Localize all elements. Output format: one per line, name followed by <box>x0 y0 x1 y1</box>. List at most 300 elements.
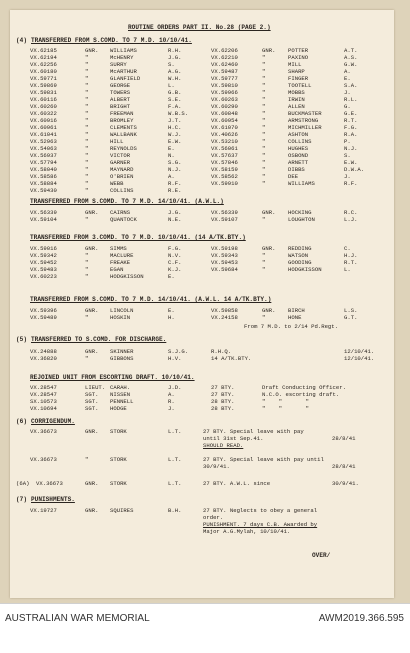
awl-atk-left-cell: VX.59396 <box>30 307 57 314</box>
awl-atk-right-cell: GNR. <box>262 307 276 314</box>
section-4-left-cell: F.A. <box>168 103 182 110</box>
rejoined-cell: VX.10694 <box>30 405 57 412</box>
discharge-cell: " <box>85 355 89 362</box>
corrigendum-initials: L.T. <box>168 428 182 435</box>
section-4-right-cell: MILL <box>288 61 302 68</box>
section-4-left-cell: N.J. <box>168 166 182 173</box>
section-4-left-cell: BROMLEY <box>110 117 134 124</box>
section-4-right-cell: " <box>262 159 266 166</box>
section-4-left-cell: WEBB <box>110 180 124 187</box>
atk-left-cell: VX.59342 <box>30 252 57 259</box>
atk-right-cell: H.J. <box>344 252 358 259</box>
awl-right-cell: " <box>262 216 266 223</box>
atk-left-cell: C.F. <box>168 259 182 266</box>
atk-title: TRANSFERRED FROM 3.COMD. TO 7 M.D. 10/10/41. (14 A/TK.BTY.) <box>30 234 246 241</box>
atk-right-cell: VX.59684 <box>211 266 238 273</box>
awl-title: TRANSFERRED FROM S.COMD. TO 7 M.D. 14/10/41. (A.W.L.) <box>30 198 224 205</box>
corrigendum-line-1: 27 BTY. Special leave with pay <box>203 428 304 435</box>
atk-right-cell: VX.59453 <box>211 259 238 266</box>
section-4-right-cell: " <box>262 152 266 159</box>
section-4-left-cell: " <box>85 166 89 173</box>
atk-left-cell: F.G. <box>168 245 182 252</box>
section-4-left-cell: VX.61041 <box>30 131 57 138</box>
section-4-right-cell: VX.57637 <box>211 152 238 159</box>
section-4-left-cell: S. <box>168 61 175 68</box>
section-4-right-cell: F.G. <box>344 124 358 131</box>
rejoined-cell: SGT. <box>85 398 99 405</box>
corrigendum-rank: GNR. <box>85 428 99 435</box>
rejoined-cell: Draft Conducting Officer. <box>262 384 346 391</box>
section-4-left-cell: R.F. <box>168 180 182 187</box>
section-4-right-cell: HUGHES <box>288 145 309 152</box>
rejoined-cell: VX.28547 <box>30 384 57 391</box>
section-4-right-cell: S. <box>344 152 351 159</box>
rejoined-cell: HODGE <box>110 405 127 412</box>
section-4-right-cell: VX.60290 <box>211 103 238 110</box>
section-4-right-cell: VX.56061 <box>211 145 238 152</box>
punishment-surname: SQUIRES <box>110 507 134 514</box>
atk-right-cell: R.T. <box>344 259 358 266</box>
rejoined-cell: SGT. <box>85 391 99 398</box>
section-4-right-cell: OSBOND <box>288 152 309 159</box>
awl-right-cell: LOUGHTON <box>288 216 315 223</box>
section-4-right-cell: BUCKMASTER <box>288 110 322 117</box>
footer-divider <box>0 603 410 604</box>
section-4-left-cell: " <box>85 82 89 89</box>
section-4-right-cell: DEE <box>288 173 299 180</box>
section-4-left-cell: VX.59430 <box>30 187 57 194</box>
section-4-left-cell: O'BRIEN <box>110 173 134 180</box>
section-4-left-cell: WALLBANK <box>110 131 137 138</box>
section-4-right-cell: ARMSTRONG <box>288 117 319 124</box>
section-4-right-cell: VX.61070 <box>211 124 238 131</box>
rejoined-cell: J.D. <box>168 384 182 391</box>
awl-atk-right-cell: " <box>262 314 266 321</box>
section-4-left-cell: " <box>85 68 89 75</box>
discharge-cell: 14 A/TK.BTY. <box>211 355 252 362</box>
awl-left-cell: VX.59104 <box>30 216 57 223</box>
section-4-right-cell: VX.58562 <box>211 173 238 180</box>
section-4-right-cell: A.S. <box>344 54 358 61</box>
rejoined-cell: " " " <box>262 398 309 405</box>
section-4-right-cell: " <box>262 145 266 152</box>
section-4-left-cell: " <box>85 75 89 82</box>
section-4-left-cell: " <box>85 187 89 194</box>
discharge-cell: GNR. <box>85 348 99 355</box>
section-4-right-cell: G.E. <box>344 110 358 117</box>
atk-right-cell: GNR. <box>262 245 276 252</box>
corrigendum-6a-service-number: VX.36673 <box>36 480 63 487</box>
section-4-right-cell: IRWIN <box>288 96 305 103</box>
section-4-right-cell: " <box>262 166 266 173</box>
section-4-left-cell: " <box>85 110 89 117</box>
rejoined-cell: 28 BTY. <box>211 405 235 412</box>
awl-right-cell: R.C. <box>344 209 358 216</box>
atk-left-cell: " <box>85 259 89 266</box>
section-4-left-cell: " <box>85 61 89 68</box>
discharge-cell: S.J.G. <box>168 348 189 355</box>
punishment-service-number: VX.19727 <box>30 507 57 514</box>
corrigendum-6a-text: 27 BTY. A.W.L. since <box>203 480 271 487</box>
rejoined-cell: R. <box>168 398 175 405</box>
awl-atk-left-cell: GNR. <box>85 307 99 314</box>
corrigendum-line-3: SHOULD READ. <box>203 442 244 449</box>
section-4-left-cell: VX.56937 <box>30 152 57 159</box>
rejoined-cell: SGT. <box>85 405 99 412</box>
rejoined-cell: CARAH. <box>110 384 131 391</box>
awl-left-cell: N.E. <box>168 216 182 223</box>
section-4-left-cell: H.C. <box>168 124 182 131</box>
section-6-number: (6) <box>16 418 27 425</box>
section-4-left-cell: " <box>85 103 89 110</box>
section-4-left-cell: GEORGE <box>110 82 131 89</box>
section-4-right-cell: " <box>262 131 266 138</box>
discharge-cell: VX.24888 <box>30 348 57 355</box>
corrigendum-surname: STORK <box>110 456 127 463</box>
section-4-right-cell: E.W. <box>344 159 358 166</box>
punishment-rank: GNR. <box>85 507 99 514</box>
section-4-right-cell: " <box>262 75 266 82</box>
rejoined-cell: N.C.O. escorting draft. <box>262 391 340 398</box>
awl-atk-note: From 7 M.D. to 2/14 Pd.Regt. <box>244 323 338 330</box>
rejoined-cell: 27 BTY. <box>211 391 235 398</box>
awl-left-cell: QUANTOCK <box>110 216 137 223</box>
section-4-left-cell: MAYNARD <box>110 166 134 173</box>
atk-right-cell: GOODING <box>288 259 312 266</box>
section-4-right-cell: G. <box>344 103 351 110</box>
section-4-left-cell: VX.60116 <box>30 96 57 103</box>
awl-left-cell: GNR. <box>85 209 99 216</box>
atk-right-cell: WATSON <box>288 252 309 259</box>
punishment-line-2: order. <box>203 514 224 521</box>
section-4-left-cell: " <box>85 138 89 145</box>
section-4-left-cell: A. <box>168 173 175 180</box>
section-4-right-cell: " <box>262 138 266 145</box>
atk-left-cell: FREAKE <box>110 259 131 266</box>
rejoined-cell: A. <box>168 391 175 398</box>
section-4-left-cell: A.G. <box>168 68 182 75</box>
section-7-number: (7) <box>16 496 27 503</box>
section-4-right-cell: VX.59910 <box>211 180 238 187</box>
awl-atk-left-cell: " <box>85 314 89 321</box>
section-4-left-cell: VX.57794 <box>30 159 57 166</box>
atk-right-cell: HODGKISSON <box>288 266 322 273</box>
corrigendum-6a-initials: L.T. <box>168 480 182 487</box>
section-4-left-cell: VX.59831 <box>30 89 57 96</box>
section-4-right-cell: R.A. <box>344 131 358 138</box>
corrigendum-line-2: 30/9/41. <box>203 463 230 470</box>
section-4-left-cell: VX.62194 <box>30 54 57 61</box>
section-4-right-cell: VX.62206 <box>211 47 238 54</box>
section-4-right-cell: FINGER <box>288 75 309 82</box>
over-marker: OVER/ <box>312 552 331 559</box>
corrigendum-6a-rank: GNR. <box>85 480 99 487</box>
section-4-left-cell: SURRY <box>110 61 127 68</box>
atk-left-cell: E. <box>168 273 175 280</box>
atk-left-cell: VX.59016 <box>30 245 57 252</box>
section-5-title: TRANSFERRED TO S.COMD. FOR DISCHARGE. <box>31 336 167 343</box>
section-4-left-cell: VX.58884 <box>30 180 57 187</box>
section-4-left-cell: " <box>85 145 89 152</box>
section-4-left-cell: N. <box>168 152 175 159</box>
section-4-left-cell: VX.52963 <box>30 138 57 145</box>
section-4-right-cell: MOBBS <box>288 89 305 96</box>
section-4-left-cell: VX.62256 <box>30 61 57 68</box>
awl-right-cell: VX.56339 <box>211 209 238 216</box>
document-title: ROUTINE ORDERS PART II. No.28 (PAGE 2.) <box>128 24 271 31</box>
section-4-left-cell: GLANFIELD <box>110 75 141 82</box>
section-4-left-cell: COLLINS <box>110 187 134 194</box>
section-4-right-cell: PAXINO <box>288 54 309 61</box>
awl-left-cell: J.G. <box>168 209 182 216</box>
section-4-right-cell: COLLINS <box>288 138 312 145</box>
atk-left-cell: MACLURE <box>110 252 134 259</box>
section-4-left-cell: S.E. <box>168 96 182 103</box>
section-4-left-cell: W.B.S. <box>168 110 189 117</box>
section-4-left-cell: VX.54063 <box>30 145 57 152</box>
section-4-left-cell: S.G. <box>168 159 182 166</box>
section-4-left-cell: ALBERT <box>110 96 131 103</box>
section-4-right-cell: " <box>262 82 266 89</box>
section-4-number: (4) <box>16 37 27 44</box>
section-4-left-cell: " <box>85 152 89 159</box>
section-4-right-cell: " <box>262 89 266 96</box>
discharge-cell: 12/10/41. <box>344 348 375 355</box>
section-4-left-cell: VX.60916 <box>30 117 57 124</box>
section-4-left-cell: WILLIAMS <box>110 47 137 54</box>
discharge-cell: SKINNER <box>110 348 134 355</box>
section-4-right-cell: SHARP <box>288 68 305 75</box>
discharge-cell: R.H.Q. <box>211 348 232 355</box>
section-4-right-cell: " <box>262 124 266 131</box>
atk-left-cell: SIMMS <box>110 245 127 252</box>
section-4-left-cell: VX.58040 <box>30 166 57 173</box>
section-4-left-cell: R.E. <box>168 187 182 194</box>
section-4-right-cell: G.W. <box>344 61 358 68</box>
section-4-right-cell: VX.59777 <box>211 75 238 82</box>
punishment-line-4: Major A.G.Mylah, 10/10/41. <box>203 528 291 535</box>
corrigendum-6a-number: (6A) <box>16 480 30 487</box>
atk-left-cell: N.V. <box>168 252 182 259</box>
section-4-left-cell: GARNER <box>110 159 131 166</box>
corrigendum-service-number: VX.36673 <box>30 456 57 463</box>
atk-left-cell: VX.59452 <box>30 259 57 266</box>
section-4-left-cell: VICTOR <box>110 152 131 159</box>
section-4-right-cell: ALLEN <box>288 103 305 110</box>
section-4-left-cell: REYNOLDS <box>110 145 137 152</box>
section-4-right-cell: " <box>262 103 266 110</box>
section-4-left-cell: E.W. <box>168 138 182 145</box>
awl-atk-right-cell: VX.24158 <box>211 314 238 321</box>
awl-left-cell: VX.56339 <box>30 209 57 216</box>
section-4-left-cell: " <box>85 54 89 61</box>
section-4-right-cell: ARNETT <box>288 159 309 166</box>
section-4-right-cell: DIBBS <box>288 166 305 173</box>
awl-right-cell: VX.59107 <box>211 216 238 223</box>
awl-left-cell: CAIRNS <box>110 209 131 216</box>
discharge-cell: H.V. <box>168 355 182 362</box>
section-4-left-cell: McARTHUR <box>110 68 137 75</box>
section-4-left-cell: J.T. <box>168 117 182 124</box>
section-4-left-cell: FREEMAN <box>110 110 134 117</box>
atk-right-cell: VX.59198 <box>211 245 238 252</box>
section-4-left-cell: VX.59869 <box>30 82 57 89</box>
section-4-right-cell: S.A. <box>344 82 358 89</box>
section-4-left-cell: TOWERS <box>110 89 131 96</box>
section-4-right-cell: A.T. <box>344 47 358 54</box>
section-4-left-cell: VX.62185 <box>30 47 57 54</box>
section-4-left-cell: R.H. <box>168 47 182 54</box>
atk-left-cell: " <box>85 273 89 280</box>
corrigendum-service-number: VX.36673 <box>30 428 57 435</box>
section-4-left-cell: CLEMENTS <box>110 124 137 131</box>
section-4-right-cell: " <box>262 117 266 124</box>
corrigendum-date: 28/8/41 <box>332 463 356 470</box>
section-4-left-cell: W.H. <box>168 75 182 82</box>
section-4-right-cell: " <box>262 110 266 117</box>
section-4-right-cell: WILLIAMS <box>288 180 315 187</box>
section-4-right-cell: A. <box>344 68 351 75</box>
section-4-right-cell: VX.59810 <box>211 82 238 89</box>
section-4-left-cell: W.J. <box>168 131 182 138</box>
section-4-title: TRANSFERRED FROM S.COMD. TO 7 M.D. 10/10/41. <box>31 37 192 44</box>
corrigendum-line-1: 27 BTY. Special leave with pay until <box>203 456 324 463</box>
section-4-right-cell: VX.59966 <box>211 89 238 96</box>
awl-atk-right-cell: L.S. <box>344 307 358 314</box>
section-4-left-cell: VX.60961 <box>30 124 57 131</box>
section-4-left-cell: E. <box>168 145 175 152</box>
atk-right-cell: REDDING <box>288 245 312 252</box>
section-4-left-cell: " <box>85 89 89 96</box>
discharge-cell: VX.36820 <box>30 355 57 362</box>
atk-right-cell: " <box>262 252 266 259</box>
section-4-left-cell: GNR. <box>85 47 99 54</box>
awl-atk-left-cell: E. <box>168 307 175 314</box>
section-4-right-cell: VX.60954 <box>211 117 238 124</box>
section-4-left-cell: " <box>85 131 89 138</box>
footer-bar <box>0 603 410 653</box>
section-4-right-cell: J. <box>344 173 351 180</box>
section-4-left-cell: VX.58586 <box>30 173 57 180</box>
section-4-right-cell: R.F. <box>344 180 358 187</box>
corrigendum-initials: L.T. <box>168 456 182 463</box>
section-7-title: PUNISHMENTS. <box>31 496 75 503</box>
rejoined-cell: PENNELL <box>110 398 134 405</box>
discharge-cell: GIBBONS <box>110 355 134 362</box>
section-4-right-cell: ASHTON <box>288 131 309 138</box>
rejoined-cell: 28 BTY. <box>211 398 235 405</box>
atk-left-cell: EGAN <box>110 266 124 273</box>
footer-accession-id: AWM2019.366.595 <box>318 613 404 624</box>
atk-left-cell: " <box>85 266 89 273</box>
corrigendum-date: 28/8/41 <box>332 435 356 442</box>
section-4-right-cell: D.W.A. <box>344 166 365 173</box>
rejoined-cell: LIEUT. <box>85 384 106 391</box>
rejoined-cell: 27 BTY. <box>211 384 235 391</box>
section-4-left-cell: " <box>85 180 89 187</box>
section-4-right-cell: TOOTELL <box>288 82 312 89</box>
atk-right-cell: " <box>262 266 266 273</box>
document-page <box>10 10 394 598</box>
rejoined-title: REJOINED UNIT FROM ESCORTING DRAFT. 10/10/41. <box>30 374 195 381</box>
section-4-right-cell: VX.57846 <box>211 159 238 166</box>
awl-right-cell: GNR. <box>262 209 276 216</box>
awl-left-cell: " <box>85 216 89 223</box>
section-4-right-cell: " <box>262 180 266 187</box>
rejoined-cell: SX.10573 <box>30 398 57 405</box>
section-4-left-cell: " <box>85 117 89 124</box>
discharge-cell: 12/10/41. <box>344 355 375 362</box>
section-4-right-cell: P. <box>344 138 351 145</box>
punishment-line-3: PUNISHMENT. 7 days C.B. Awarded by <box>203 521 318 528</box>
section-4-left-cell: " <box>85 159 89 166</box>
section-4-left-cell: VX.60322 <box>30 110 57 117</box>
section-4-right-cell: VX.62460 <box>211 61 238 68</box>
rejoined-cell: VX.28547 <box>30 391 57 398</box>
section-4-right-cell: R.L. <box>344 96 358 103</box>
section-4-left-cell: L. <box>168 82 175 89</box>
section-4-right-cell: MICHMILLER <box>288 124 322 131</box>
corrigendum-surname: STORK <box>110 428 127 435</box>
section-4-right-cell: " <box>262 61 266 68</box>
awl-atk-right-cell: G.T. <box>344 314 358 321</box>
section-4-right-cell: " <box>262 96 266 103</box>
section-4-right-cell: VX.60263 <box>211 96 238 103</box>
section-4-left-cell: " <box>85 173 89 180</box>
section-4-left-cell: " <box>85 96 89 103</box>
section-6-title: CORRIGENDUM. <box>31 418 75 425</box>
section-5-number: (5) <box>16 336 27 343</box>
section-4-left-cell: VX.59771 <box>30 75 57 82</box>
section-4-right-cell: " <box>262 68 266 75</box>
corrigendum-rank: " <box>85 456 89 463</box>
footer-institution: AUSTRALIAN WAR MEMORIAL <box>5 613 150 624</box>
atk-right-cell: " <box>262 259 266 266</box>
section-4-right-cell: N.J. <box>344 145 358 152</box>
punishment-initials: B.H. <box>168 507 182 514</box>
atk-left-cell: HODGKISSON <box>110 273 144 280</box>
section-4-right-cell: VX.58159 <box>211 166 238 173</box>
awl-right-cell: HOCKING <box>288 209 312 216</box>
awl-atk-right-cell: HONE <box>288 314 302 321</box>
rejoined-cell: J. <box>168 405 175 412</box>
section-4-right-cell: POTTER <box>288 47 309 54</box>
corrigendum-6a-date: 30/9/41. <box>332 480 359 487</box>
section-4-left-cell: McHENRY <box>110 54 134 61</box>
section-4-right-cell: GNR. <box>262 47 276 54</box>
section-4-right-cell: VX.62210 <box>211 54 238 61</box>
section-4-right-cell: VX.60848 <box>211 110 238 117</box>
rejoined-cell: " " " <box>262 405 309 412</box>
section-4-right-cell: " <box>262 173 266 180</box>
awl-atk-left-cell: H. <box>168 314 175 321</box>
atk-left-cell: " <box>85 252 89 259</box>
awl-atk-title: TRANSFERRED FROM S.COMD. TO 7 M.D. 14/10/41. (A.W.L. 14 A/TK.BTY.) <box>30 296 272 303</box>
atk-left-cell: VX.60223 <box>30 273 57 280</box>
section-4-right-cell: E. <box>344 75 351 82</box>
section-4-right-cell: J. <box>344 89 351 96</box>
section-4-right-cell: VX.40626 <box>211 131 238 138</box>
rejoined-cell: NISSEN <box>110 391 131 398</box>
atk-right-cell: L. <box>344 266 351 273</box>
corrigendum-6a-surname: STORK <box>110 480 127 487</box>
corrigendum-line-2: until 31st Sep.41. <box>203 435 264 442</box>
section-4-left-cell: HILL <box>110 138 124 145</box>
section-4-right-cell: VX.59487 <box>211 68 238 75</box>
atk-left-cell: K.J. <box>168 266 182 273</box>
section-4-left-cell: BRIGHT <box>110 103 131 110</box>
awl-atk-left-cell: LINCOLN <box>110 307 134 314</box>
